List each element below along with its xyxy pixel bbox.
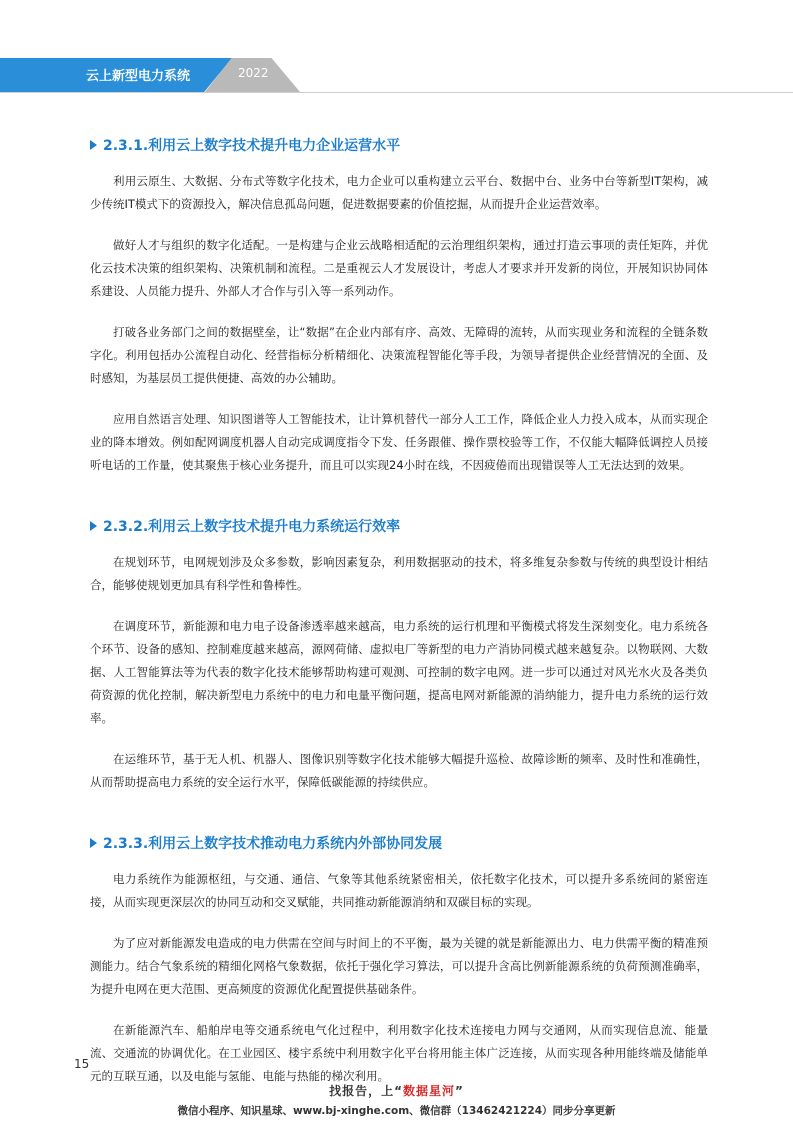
paragraph: 做好人才与组织的数字化适配。一是构建与企业云战略相适配的云治理组织架构，通过打造云事项的责任矩阵，并优化云技术决策的组织架构、决策机制和流程。二是重视云人才发展设计，考虑人才要求并开发新的岗位，开展知识协同体系建设、人员能力提升、外部人才合作与引入等一系列动作。 [90,238,708,298]
footer-brand: 数据星河 [402,1084,455,1098]
paragraph: 在规划环节，电网规划涉及众多参数，影响因素复杂，利用数据驱动的技术，将多维复杂参数与传统的典型设计相结合，能够使规划更加具有科学性和鲁棒性。 [90,555,708,592]
section-2-3-2 [90,513,708,794]
header-divider [0,92,793,93]
section-2-3-3 [90,830,708,1088]
header-year: 2022 [238,66,269,80]
section-heading [90,132,708,158]
paragraph: 在新能源汽车、船舶岸电等交通系统电气化过程中，利用数字化技术连接电力网与交通网，从而实现信息流、能量流、交通流的协调优化。在工业园区、楼宇系统中利用数字化平台将用能主体广泛连接，从而实现各种用能终端及储能单元的互联互通，以及电能与氢能、电能与热能的梯次利用。 [90,1023,708,1083]
paragraph: 电力系统作为能源枢纽，与交通、通信、气象等其他系统紧密相关，依托数字化技术，可以提升多系统间的紧密连接，从而实现更深层次的协同互动和交叉赋能，共同推动新能源消纳和双碳目标的实现。 [90,872,708,909]
page-number: 15 [74,1057,90,1071]
section-2-3-1 [90,132,708,477]
paragraph: 在调度环节，新能源和电力电子设备渗透率越来越高，电力系统的运行机理和平衡模式将发生深刻变化。电力系统各个环节、设备的感知、控制难度越来越高，源网荷储、虚拟电厂等新型的电力产消协同模式越来越复杂。以物联网、大数据、人工智能算法等为代表的数字化技术能够帮助构建可观测、可控制的数字电网。进一步可以通过对风光水火及各类负荷资源的优化控制，解决新型电力系统中的电力和电量平衡问题，提高电网对新能源的消纳能力，提升电力系统的运行效率。 [90,619,708,725]
header-title: 云上新型电力系统 [86,69,191,84]
footer-tagline [0,1082,793,1099]
section-heading [90,513,708,539]
paragraph: 利用云原生、大数据、分布式等数字化技术，电力企业可以重构建立云平台、数据中台、业务中台等新型IT架构，减少传统IT模式下的资源投入，解决信息孤岛问题，促进数据要素的价值挖掘，从而提升企业运营效率。 [90,174,708,211]
paragraph: 应用自然语言处理、知识图谱等人工智能技术，让计算机替代一部分人工工作，降低企业人力投入成本，从而实现企业的降本增效。例如配网调度机器人自动完成调度指令下发、任务跟催、操作票校验等工作，不仅能大幅降低调控人员接听电话的工作量，使其聚焦于核心业务提升，而且可以实现24小时在线，不因疲倦而出现错误等人工无法达到的效果。 [90,412,708,472]
footer-tagline-prefix: 找报告，上“ [329,1084,403,1098]
footer-channels: 微信小程序、知识星球、www.bj-xinghe.com、微信群（13462421224）同步分享更新 [177,1105,616,1117]
page-content [90,132,708,1124]
paragraph: 打破各业务部门之间的数据壁垒，让“数据”在企业内部有序、高效、无障碍的流转，从而实现业务和流程的全链条数字化。利用包括办公流程自动化、经营指标分析精细化、决策流程智能化等手段，为领导者提供企业经营情况的全面、及时感知，为基层员工提供便捷、高效的办公辅助。 [90,325,708,385]
section-heading [90,830,708,856]
footer-tagline-suffix: ” [455,1084,464,1098]
paragraph: 在运维环节，基于无人机、机器人、图像识别等数字化技术能够大幅提升巡检、故障诊断的频率、及时性和准确性，从而帮助提高电力系统的安全运行水平，保障低碳能源的持续供应。 [90,752,708,789]
paragraph: 为了应对新能源发电造成的电力供需在空间与时间上的不平衡，最为关键的就是新能源出力、电力供需平衡的精准预测能力。结合气象系统的精细化网格气象数据，依托于强化学习算法，可以提升含高比例新能源系统的负荷预测准确率，为提升电网在更大范围、更高频度的资源优化配置提供基础条件。 [90,936,708,996]
section-heading-text: 2.3.1.利用云上数字技术提升电力企业运营水平 [103,138,401,154]
triangle-bullet-icon [90,521,97,531]
triangle-bullet-icon [90,838,97,848]
triangle-bullet-icon [90,140,97,150]
section-heading-text: 2.3.3.利用云上数字技术推动电力系统内外部协同发展 [103,836,443,852]
section-heading-text: 2.3.2.利用云上数字技术提升电力系统运行效率 [103,519,401,535]
